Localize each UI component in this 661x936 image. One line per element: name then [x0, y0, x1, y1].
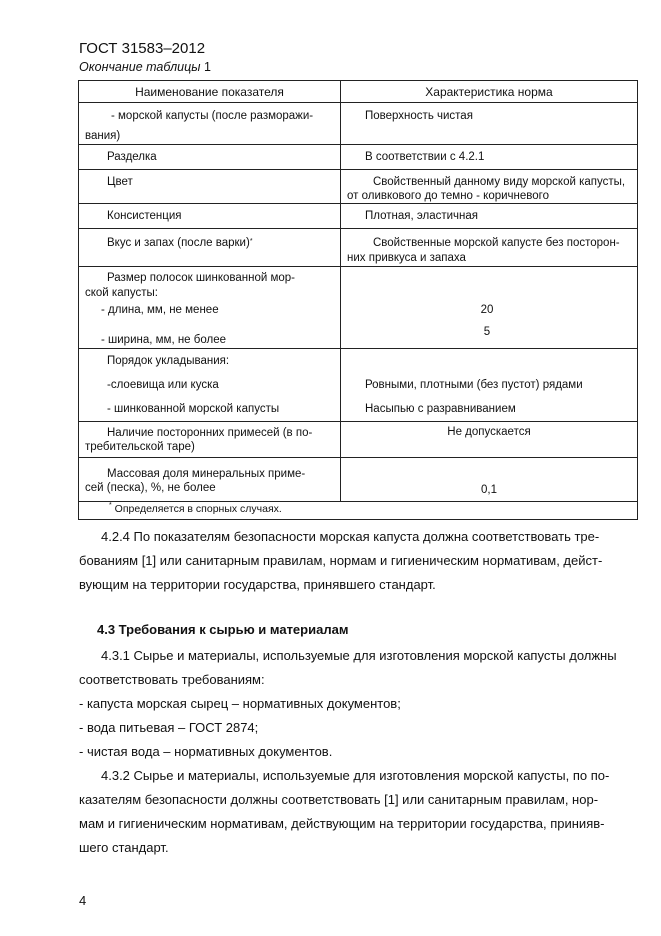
row-value: 0,1 [481, 484, 497, 496]
paragraph-line: казателям безопасности должны соответствовать [1] или санитарным правилам, нор- [79, 792, 599, 807]
footnote-marker: * [109, 502, 112, 509]
table-row [79, 103, 638, 145]
row-name-line: сей (песка), %, не более [85, 482, 216, 494]
paragraph-line: 4.2.4 По показателям безопасности морская капуста должна соответствовать тре- [101, 529, 600, 544]
table-row [79, 458, 638, 502]
row-value: 5 [483, 326, 491, 338]
row-name-line: Наличие посторонних примесей (в по- [107, 427, 313, 439]
table-row [79, 422, 638, 458]
row-value: Не допускается [447, 426, 531, 438]
row-value: Плотная, эластичная [365, 210, 479, 222]
row-value-cell [341, 229, 638, 267]
footnote-text: Определяется в спорных случаях. [111, 503, 282, 515]
row-value: Ровными, плотными (без пустот) рядами [365, 379, 583, 391]
row-value-cell [341, 145, 638, 170]
paragraph-line: соответствовать требованиям: [79, 672, 265, 687]
row-name-cell [79, 204, 341, 229]
table-header-row [79, 81, 638, 103]
row-name-line: - длина, мм, не менее [101, 304, 219, 316]
paragraph-line: шего стандарт. [79, 840, 169, 855]
row-value-cell [341, 349, 638, 422]
row-value-cell [341, 170, 638, 204]
paragraph-4-3-1 [79, 644, 629, 860]
row-name-cell [79, 458, 341, 502]
row-name-cell [79, 145, 341, 170]
row-value: 20 [480, 304, 494, 316]
table-row [79, 204, 638, 229]
row-value: Насыпью с разравниванием [365, 403, 516, 415]
row-name-line: - ширина, мм, не более [101, 334, 227, 346]
row-value-line: Свойственные морской капусте без посторон- [373, 237, 620, 249]
row-name-line: Массовая доля минеральных приме- [107, 468, 306, 480]
row-value: Поверхность чистая [365, 110, 473, 122]
row-name-cell [79, 349, 341, 422]
table-caption-text: Окончание таблицы [79, 60, 201, 74]
row-name-text: Вкус и запах (после варки) [107, 237, 250, 249]
row-name-line: требительской таре) [85, 441, 195, 453]
footnote-marker: * [249, 238, 253, 245]
row-value: В соответствии с 4.2.1 [365, 151, 485, 163]
row-name-line: - шинкованной морской капусты [107, 403, 280, 415]
row-name-cell [79, 170, 341, 204]
list-item: - вода питьевая – ГОСТ 2874; [79, 720, 259, 735]
row-name: Цвет [107, 176, 133, 188]
paragraph-4-2-4 [79, 525, 629, 597]
page-number: 4 [79, 893, 87, 908]
row-value-cell [341, 422, 638, 458]
specification-table [78, 80, 638, 520]
standard-designation: ГОСТ 31583–2012 [79, 40, 206, 57]
paragraph-line: вующим на территории государства, принявшего стандарт. [79, 577, 436, 592]
table-row [79, 267, 638, 349]
row-name: Разделка [107, 151, 157, 163]
row-value-cell [341, 458, 638, 502]
header-norm: Характеристика норма [341, 81, 638, 103]
row-name-line: Порядок укладывания: [107, 355, 230, 367]
row-value-cell [341, 267, 638, 349]
table-row [79, 170, 638, 204]
row-name-line: -слоевища или куска [107, 379, 219, 391]
table-row [79, 229, 638, 267]
row-name [79, 235, 340, 251]
row-name-line: ской капусты: [85, 287, 158, 299]
paragraph-line: бованиям [1] или санитарным правилам, нормам и гигиеническим нормативам, дейст- [79, 553, 603, 568]
row-name-line: вания) [85, 130, 121, 142]
table-footnote-row [79, 502, 638, 520]
row-name-line: - морской капусты (после разморажи- [111, 110, 314, 122]
paragraph-line: 4.3.2 Сырье и материалы, используемые для изготовления морской капусты, по по- [101, 768, 610, 783]
row-value-cell [341, 204, 638, 229]
list-item: - капуста морская сырец – нормативных документов; [79, 696, 401, 711]
table-caption [79, 60, 211, 74]
row-name-cell [79, 422, 341, 458]
table-caption-number: 1 [200, 60, 211, 74]
table-footnote [79, 502, 638, 520]
row-name: Консистенция [107, 210, 182, 222]
row-value-cell [341, 103, 638, 145]
row-value-line: Свойственный данному виду морской капусты, [373, 176, 626, 188]
table-row [79, 349, 638, 422]
section-heading-4-3: 4.3 Требования к сырью и материалам [97, 622, 349, 637]
row-value-line: них привкуса и запаха [347, 252, 466, 264]
header-indicator-name: Наименование показателя [79, 81, 341, 103]
paragraph-line: 4.3.1 Сырье и материалы, используемые для изготовления морской капусты должны [101, 648, 617, 663]
paragraph-line: мам и гигиеническим нормативам, действующим на территории государства, принияв- [79, 816, 605, 831]
row-name-cell [79, 229, 341, 267]
list-item: - чистая вода – нормативных документов. [79, 744, 333, 759]
table-row [79, 145, 638, 170]
row-name-cell [79, 267, 341, 349]
row-value-line: от оливкового до темно - коричневого [347, 190, 549, 202]
row-name-line: Размер полосок шинкованной мор- [107, 272, 296, 284]
row-name-cell [79, 103, 341, 145]
